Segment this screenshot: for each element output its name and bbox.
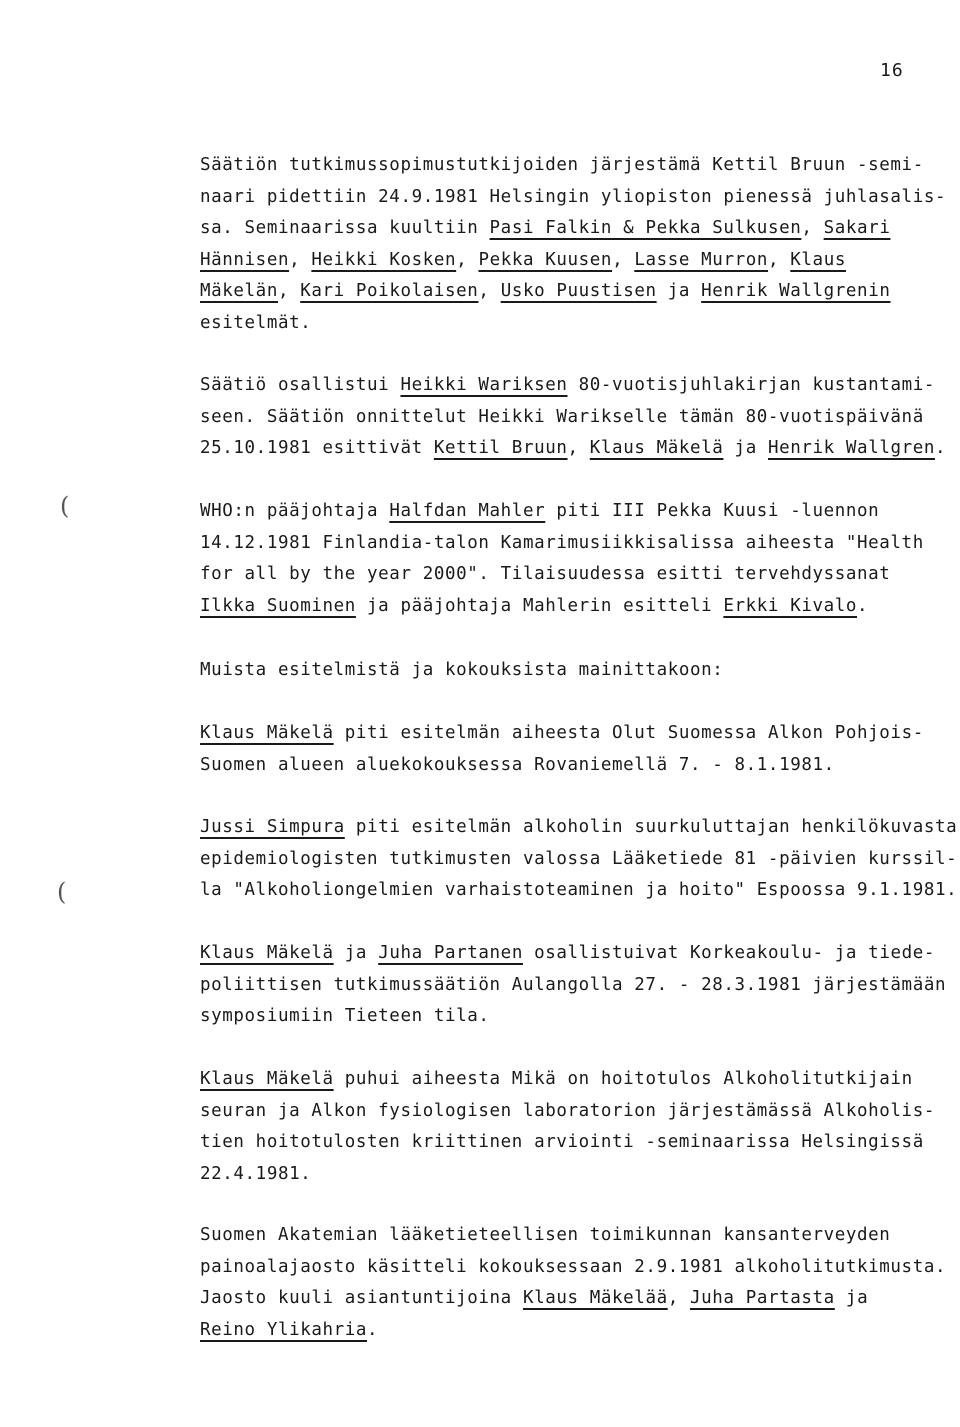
text-segment: painoalajaosto käsitteli kokouksessaan 2.9.1981 alkoholitutkimusta.: [200, 1256, 947, 1277]
text-segment: puhui aiheesta Mikä on hoitotulos Alkoholitutkijain: [333, 1069, 913, 1089]
text-line: [200, 655, 960, 687]
text-segment: Säätiön tutkimussopimustutkijoiden järjestämä Kettil Bruun -semi-: [200, 155, 924, 175]
underlined-name: Erkki Kivalo: [723, 595, 858, 616]
text-segment: tien hoitotulosten kriittinen arviointi -seminaarissa Helsingissä: [200, 1132, 924, 1152]
text-line: [200, 559, 960, 591]
underlined-name: Jussi Simpura: [200, 817, 345, 837]
text-line: [200, 970, 960, 1002]
text-segment: ,: [289, 249, 312, 270]
underlined-name: Heikki Wariksen: [400, 375, 568, 395]
text-line: [200, 812, 960, 844]
text-line: [200, 750, 960, 782]
underlined-name: Kettil Bruun: [433, 438, 568, 458]
text-segment: poliittisen tutkimussäätiön Aulangolla 27. - 28.3.1981 järjestämään: [200, 974, 947, 995]
underlined-name: Klaus Mäkelä: [200, 1069, 334, 1089]
text-segment: 80-vuotisjuhlakirjan kustantami-: [567, 375, 935, 395]
text-segment: ,: [456, 249, 479, 270]
paragraph: [200, 938, 960, 1033]
text-segment: ,: [667, 1288, 691, 1308]
underlined-name: Lasse Murron: [634, 249, 768, 270]
text-segment: ja: [656, 281, 702, 301]
paragraph: [200, 655, 960, 687]
page-number: 16: [880, 60, 904, 81]
text-line: [200, 433, 960, 465]
underlined-name: Juha Partanen: [378, 943, 523, 963]
text-segment: ja pääjohtaja Mahlerin esitteli: [355, 595, 724, 616]
text-segment: 22.4.1981.: [200, 1163, 312, 1184]
underlined-name: Reino Ylikahria: [200, 1319, 368, 1340]
text-line: [200, 276, 960, 308]
text-line: [200, 1252, 960, 1284]
text-segment: .: [367, 1319, 379, 1340]
underlined-name: Henrik Wallgren: [767, 438, 936, 458]
text-segment: WHO:n pääjohtaja: [200, 501, 390, 521]
text-line: [200, 1064, 960, 1096]
underlined-name: Klaus Mäkelä: [200, 943, 334, 963]
text-line: [200, 1159, 960, 1191]
text-line: [200, 402, 960, 434]
text-segment: osallistuivat Korkeakoulu- ja tiede-: [522, 943, 935, 963]
text-line: [200, 182, 960, 214]
text-line: [200, 718, 960, 750]
underlined-name: Pekka Kuusen: [478, 249, 613, 270]
text-segment: ,: [612, 249, 635, 270]
text-segment: Säätiö osallistui: [200, 375, 401, 395]
text-segment: 14.12.1981 Finlandia-talon Kamarimusiikkisalissa aiheesta "Health: [200, 532, 924, 553]
text-segment: for all by the year 2000". Tilaisuudessa esitti tervehdyssanat: [200, 564, 891, 584]
text-line: [200, 938, 960, 970]
text-segment: piti esitelmän aiheesta Olut Suomessa Alkon Pohjois-: [333, 723, 924, 743]
text-segment: seen. Säätiön onnittelut Heikki Warikselle tämän 80-vuotispäivänä: [200, 406, 924, 427]
margin-mark: (: [60, 492, 70, 520]
text-segment: ja: [723, 438, 768, 458]
underlined-name: Halfdan Mahler: [389, 501, 546, 521]
paragraph: [200, 812, 960, 907]
text-line: [200, 1220, 960, 1252]
underlined-name: Kari Poikolaisen: [300, 281, 479, 301]
text-line: [200, 1283, 960, 1315]
text-segment: piti III Pekka Kuusi -luennon: [545, 501, 880, 521]
text-line: [200, 844, 960, 876]
underlined-name: Sakari: [823, 218, 891, 238]
text-line: [200, 1315, 960, 1347]
paragraph: [200, 1064, 960, 1190]
text-line: [200, 1127, 960, 1159]
text-line: [200, 308, 960, 340]
text-segment: ja: [333, 943, 379, 963]
paragraph: [200, 150, 960, 339]
underlined-name: Klaus Mäkelä: [589, 438, 724, 458]
underlined-name: Klaus Mäkelää: [522, 1288, 668, 1308]
text-segment: Muista esitelmistä ja kokouksista mainittakoon:: [200, 660, 724, 680]
margin-mark: (: [57, 878, 67, 906]
text-line: [200, 875, 960, 907]
underlined-name: Henrik Wallgrenin: [701, 281, 891, 301]
text-segment: seuran ja Alkon fysiologisen laboratorion järjestämässä Alkoholis-: [200, 1100, 935, 1121]
text-line: [200, 370, 960, 402]
underlined-name: Usko Puustisen: [500, 281, 657, 301]
text-segment: ,: [801, 218, 824, 238]
text-segment: sa. Seminaarissa kuultiin: [200, 218, 490, 238]
paragraph: [200, 1220, 960, 1346]
text-segment: symposiumiin Tieteen tila.: [200, 1006, 490, 1026]
text-line: [200, 591, 960, 623]
text-segment: ,: [277, 281, 301, 301]
underlined-name: Klaus Mäkelä: [200, 723, 334, 743]
text-line: [200, 150, 960, 182]
text-segment: ja: [834, 1288, 869, 1308]
underlined-name: Klaus: [790, 249, 846, 270]
text-segment: piti esitelmän alkoholin suurkuluttajan henkilökuvasta: [344, 817, 958, 837]
text-segment: naari pidettiin 24.9.1981 Helsingin yliopiston pienessä juhlasalis-: [200, 186, 947, 207]
text-line: [200, 213, 960, 245]
underlined-name: Ilkka Suominen: [200, 595, 356, 616]
text-line: [200, 496, 960, 528]
text-line: [200, 528, 960, 560]
text-segment: 25.10.1981 esittivät: [200, 438, 434, 458]
text-line: [200, 1096, 960, 1128]
text-line: [200, 1001, 960, 1033]
text-segment: Suomen Akatemian lääketieteellisen toimikunnan kansanterveyden: [200, 1225, 891, 1245]
underlined-name: Hännisen: [200, 249, 290, 270]
text-segment: ,: [567, 438, 590, 458]
underlined-name: Juha Partasta: [690, 1288, 835, 1308]
underlined-name: Heikki Kosken: [311, 249, 457, 270]
paragraph: [200, 496, 960, 622]
paragraph: [200, 718, 960, 781]
text-segment: la "Alkoholiongelmien varhaistoteaminen ja hoito" Espoossa 9.1.1981.: [200, 880, 958, 900]
text-segment: Suomen alueen aluekokouksessa Rovaniemellä 7. - 8.1.1981.: [200, 754, 835, 775]
text-segment: ,: [768, 249, 791, 270]
text-segment: epidemiologisten tutkimusten valossa Lääketiede 81 -päivien kurssil-: [200, 848, 958, 869]
text-segment: esitelmät.: [200, 312, 312, 333]
text-segment: Jaosto kuuli asiantuntijoina: [200, 1288, 523, 1308]
text-segment: .: [935, 438, 947, 458]
underlined-name: Mäkelän: [200, 281, 278, 301]
paragraph: [200, 370, 960, 465]
underlined-name: Pasi Falkin & Pekka Sulkusen: [489, 218, 802, 238]
text-segment: ,: [478, 281, 501, 301]
text-line: [200, 245, 960, 277]
text-segment: .: [857, 595, 869, 616]
